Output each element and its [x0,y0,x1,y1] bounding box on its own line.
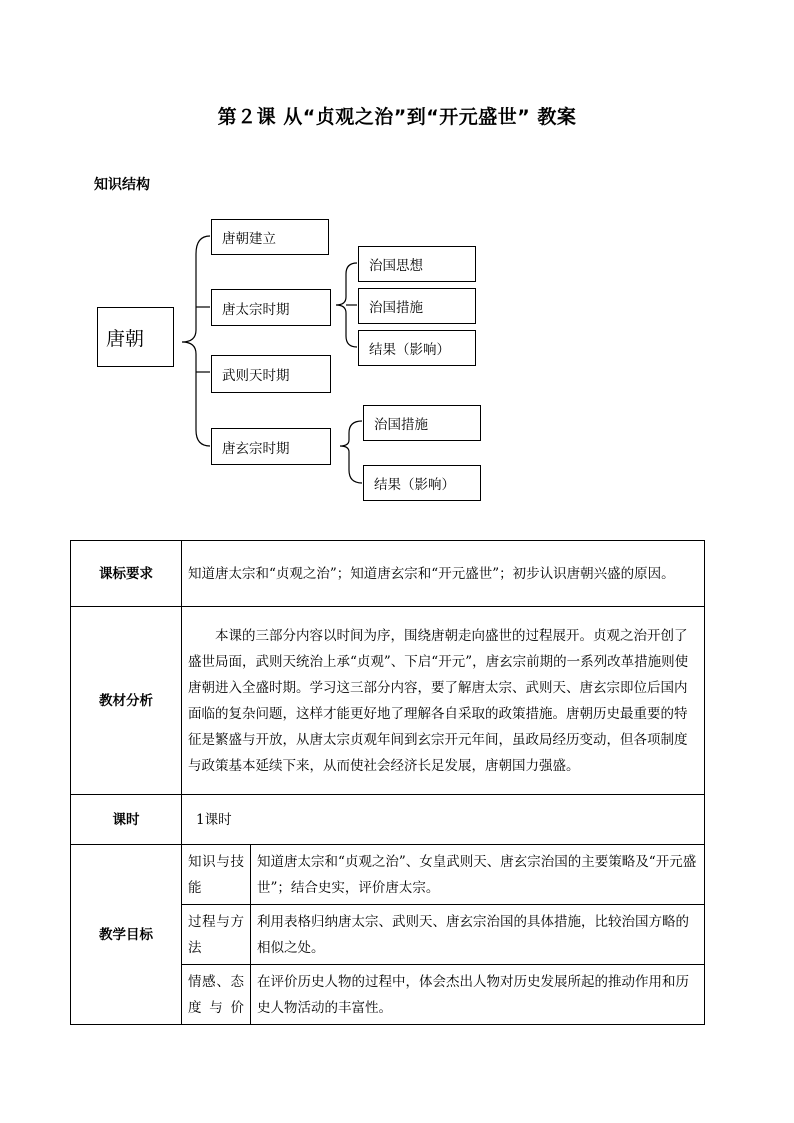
table-row [71,845,705,905]
hours-text: 1课时 [182,795,705,845]
table-row [71,607,705,795]
goal-text-emotion: 在评价历史人物的过程中，体会杰出人物对历史发展所起的推动作用和历史人物活动的丰富性。 [251,965,705,1025]
node-taizong-thought: 治国思想 [358,246,476,282]
node-wuzetian: 武则天时期 [211,355,331,393]
table-row [71,541,705,607]
goal-text-process: 利用表格归纳唐太宗、武则天、唐玄宗治国的具体措施，比较治国方略的相似之处。 [251,905,705,965]
xuanzong-brace [340,421,362,483]
goal-sub-emotion: 情感、态度与价 [182,965,251,1025]
main-brace [182,236,210,446]
page-title: 第２课 从“贞观之治”到“开元盛世” 教案 [217,106,577,128]
analysis-label: 教材分析 [71,607,182,795]
node-taizong: 唐太宗时期 [211,289,331,326]
node-taizong-result: 结果（影响） [358,330,476,366]
table-row [71,795,705,845]
node-xuanzong-result: 结果（影响） [363,465,481,501]
hours-label: 课时 [71,795,182,845]
node-taizong-measures: 治国措施 [358,288,476,324]
goal-sub-knowledge: 知识与技能 [182,845,251,905]
node-tang-founding: 唐朝建立 [211,219,329,255]
goal-sub-process: 过程与方法 [182,905,251,965]
curriculum-label: 课标要求 [71,541,182,607]
node-xuanzong-measures: 治国措施 [363,405,481,441]
goals-label: 教学目标 [71,845,182,1025]
curriculum-text: 知道唐太宗和“贞观之治”；知道唐玄宗和“开元盛世”；初步认识唐朝兴盛的原因。 [182,541,705,607]
analysis-text: 本课的三部分内容以时间为序，围绕唐朝走向盛世的过程展开。贞观之治开创了盛世局面，武则天统治上承“贞观”、下启“开元”，唐玄宗前期的一系列改革措施则使唐朝进入全盛时期。学习这三部分内容，要了解唐太宗、武则天、唐玄宗即位后国内面临的复杂问题，这样才能更好地了理解各自采取的政策措施。唐朝历史最重要的特征是繁盛与开放，从唐太宗贞观年间到玄宗开元年间，虽政局经历变动，但各项制度与政策基本延续下来，从而使社会经济长足发展，唐朝国力强盛。 [182,607,705,795]
lesson-table [70,540,705,1025]
node-xuanzong: 唐玄宗时期 [211,428,331,465]
goal-text-knowledge: 知道唐太宗和“贞观之治”、女皇武则天、唐玄宗治国的主要策略及“开元盛世”；结合史实，评价唐太宗。 [251,845,705,905]
root-box: 唐朝 [97,307,174,367]
section-title: 知识结构 [94,177,150,193]
